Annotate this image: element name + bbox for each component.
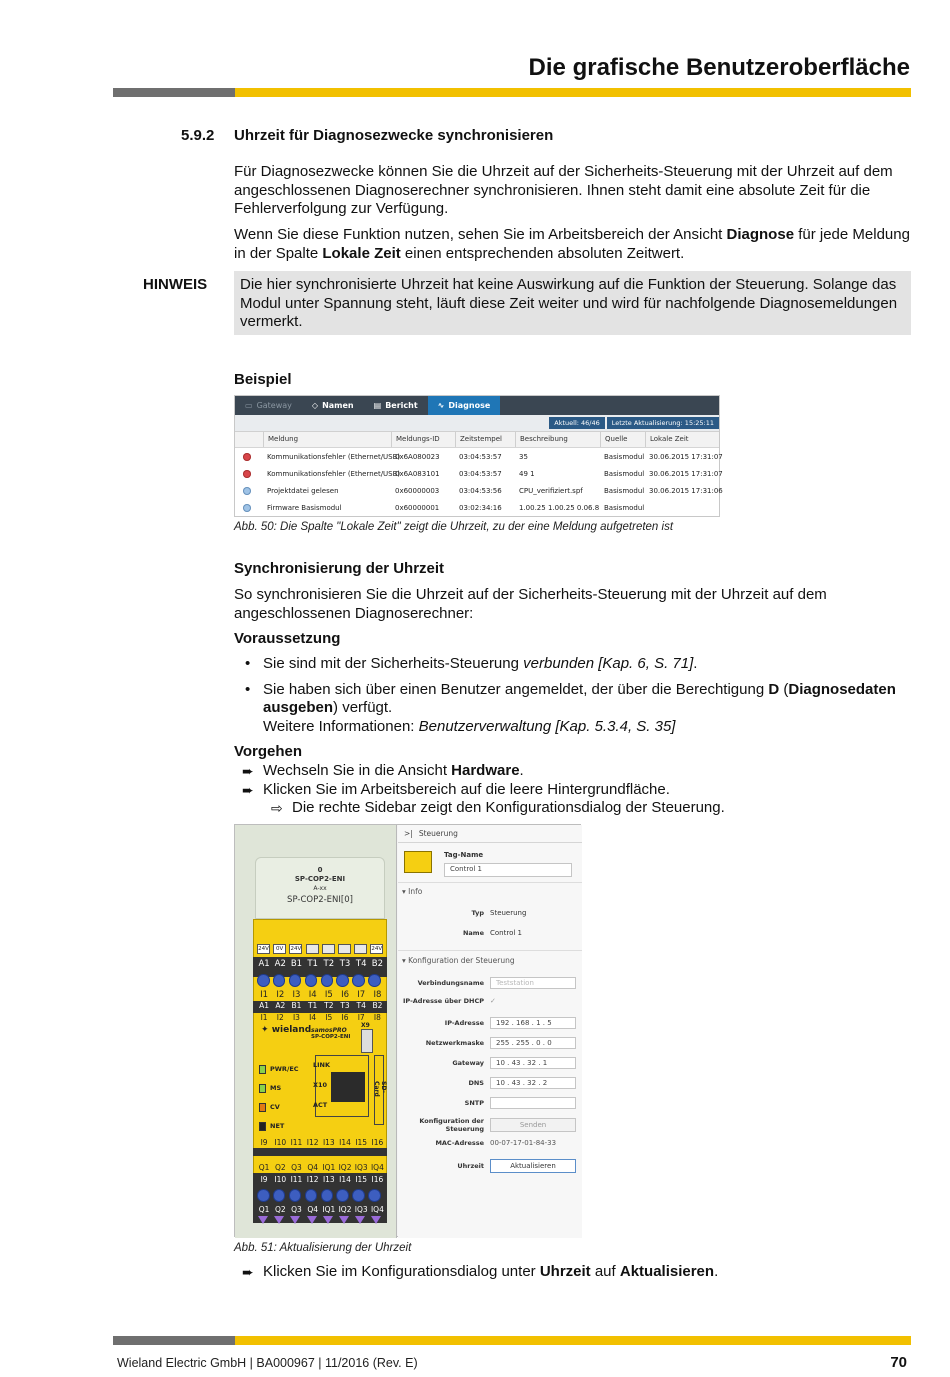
terminal-label: B2	[372, 1001, 383, 1010]
connector-pin-icon	[368, 974, 381, 987]
led-label: CV	[270, 1103, 280, 1111]
brand-model: SP-COP2-ENI	[311, 1034, 351, 1040]
diagnose-table-body	[235, 448, 723, 516]
pin-row-2	[257, 1189, 381, 1202]
terminal-label: I16	[371, 1175, 384, 1184]
status-led-icon	[259, 1084, 266, 1093]
controller-thumbnail-icon	[404, 851, 432, 873]
terminal-label: I1	[260, 1013, 268, 1022]
cell-beschreibung: CPU_verifiziert.spf	[519, 486, 583, 495]
footer-publisher: Wieland Electric GmbH | BA000967 | 11/2016 (Rev. E)	[117, 1356, 418, 1370]
terminal-label: I7	[357, 1013, 365, 1022]
cell-meldung: Kommunikationsfehler (Ethernet/USB)	[267, 452, 401, 461]
wieland-logo-icon: ✦	[261, 1025, 272, 1035]
terminal-label: I3	[292, 1013, 300, 1022]
output-arrow-icon	[290, 1216, 300, 1224]
tab-gateway[interactable]: ▭ Gateway	[245, 401, 292, 410]
tag-icon: ◇	[311, 401, 319, 410]
gateway-icon: ▭	[245, 401, 253, 410]
terminal-label: I14	[339, 1175, 351, 1184]
hardware-screenshot	[234, 824, 581, 1237]
output-arrow-icon	[307, 1216, 317, 1224]
voltage-terminal: 24V	[258, 946, 269, 952]
config-field-row	[400, 1097, 576, 1109]
config-field-row	[400, 1139, 576, 1147]
sidebar-title: Steuerung	[418, 829, 458, 838]
terminal-label: Q1	[258, 1205, 270, 1214]
footer-rule	[113, 1336, 911, 1345]
config-field-row	[400, 1017, 576, 1029]
x9-label: X9	[361, 1022, 370, 1029]
field-input[interactable]: Teststation	[490, 977, 576, 989]
config-field-row	[400, 1057, 576, 1069]
senden-button[interactable]: Senden	[490, 1118, 576, 1132]
terminal-row-2	[256, 990, 386, 1000]
terminal-label: Q2	[274, 1205, 286, 1214]
cell-zeit: 03:02:34:16	[459, 503, 502, 512]
cell-beschreibung: 1.00.25 1.00.25 0.06.8	[519, 503, 600, 512]
field-input[interactable]	[490, 1097, 576, 1109]
terminal-label: Q3	[291, 1163, 302, 1172]
prereq-heading: Voraussetzung	[234, 630, 341, 647]
hint-box	[234, 271, 911, 335]
hint-text: Die hier synchronisierte Uhrzeit hat keine Auswirkung auf die Funktion der Steuerung. Solange das Modul unter Spannung steht, läuft diese Zeit weiter und wird für nachfolgende Diagnosemeldungen vermerkt.	[240, 276, 898, 330]
col-beschreibung[interactable]: Beschreibung	[515, 432, 600, 447]
terminal-label: IQ4	[370, 1205, 384, 1214]
table-row[interactable]	[235, 448, 723, 465]
terminal-label: I11	[290, 1138, 303, 1147]
field-label: Konfiguration der Steuerung	[419, 1117, 484, 1133]
procedure-heading: Vorgehen	[234, 743, 303, 760]
cell-lokal: 30.06.2015 17:31:07	[649, 469, 723, 478]
led-label: PWR/EC	[270, 1065, 299, 1073]
terminal-label: T4	[355, 959, 367, 969]
terminal-label: A1	[258, 959, 270, 969]
module-type: SP-COP2-ENI	[294, 875, 346, 883]
config-section-header[interactable]: ▾ Konfiguration der Steuerung	[402, 956, 515, 965]
col-meldungs-id[interactable]: Meldungs-ID	[391, 432, 455, 447]
port-link-label: LINK	[313, 1061, 331, 1069]
diagnose-table-header	[235, 432, 719, 448]
terminal-label: T2	[324, 1001, 334, 1010]
tab-namen[interactable]: ◇ Namen	[311, 401, 354, 410]
connector-pin-icon	[336, 1189, 349, 1202]
p2-text-a: Wenn Sie diese Funktion nutzen, sehen Sie im Arbeitsbereich der Ansicht	[234, 226, 727, 243]
sidebar-header	[398, 825, 582, 843]
terminal-row-1	[256, 959, 386, 969]
field-input[interactable]: 255 . 255 . 0 . 0	[490, 1037, 576, 1049]
cell-beschreibung: 49 1	[519, 469, 535, 478]
terminal-row-5	[256, 1138, 386, 1147]
terminal-label: I15	[355, 1138, 368, 1147]
report-icon: ▤	[373, 401, 382, 410]
terminal-label: IQ1	[322, 1163, 336, 1172]
step-3: ➨ Klicken Sie im Konfigurationsdialog unter Uhrzeit auf Aktualisieren.	[242, 1263, 719, 1280]
col-meldung[interactable]: Meldung	[263, 432, 391, 447]
terminal-label: T3	[340, 1001, 350, 1010]
collapse-sidebar-icon[interactable]: >|	[404, 829, 413, 838]
tab-bericht[interactable]: ▤ Bericht	[373, 401, 418, 410]
module-number: 0	[317, 866, 323, 874]
terminal-label: I6	[341, 1013, 349, 1022]
terminal-label: Q4	[307, 1163, 318, 1172]
voltage-terminal: 0V	[273, 944, 286, 954]
status-last-update: Letzte Aktualisierung: 15:25:11	[607, 417, 719, 429]
field-label: IP-Adresse	[444, 1019, 484, 1027]
field-input[interactable]: 10 . 43 . 32 . 1	[490, 1057, 576, 1069]
terminal-label: I1	[260, 990, 269, 1000]
field-input[interactable]: 192 . 168 . 1 . 5	[490, 1017, 576, 1029]
diagnose-status-bar	[235, 415, 719, 432]
connector-pin-icon	[289, 1189, 302, 1202]
terminal-label: A2	[274, 959, 286, 969]
field-label: Netzwerkmaske	[425, 1039, 484, 1047]
terminal-label: I10	[274, 1175, 287, 1184]
collapse-arrow-icon: ▾	[402, 956, 406, 965]
step-1: ➨ Wechseln Sie in die Ansicht Hardware.	[242, 762, 524, 779]
connector-pin-icon	[368, 1189, 381, 1202]
controller-module[interactable]	[253, 857, 387, 1223]
terminal-label: B2	[371, 959, 384, 969]
terminal-label: Q3	[291, 1205, 302, 1214]
field-label: Gateway	[452, 1059, 484, 1067]
brand-logo: ✦ wieland	[261, 1025, 312, 1035]
connector-pin-icon	[289, 974, 302, 987]
header-rule	[113, 88, 911, 97]
figure-51-caption: Abb. 51: Aktualisierung der Uhrzeit	[234, 1242, 412, 1254]
cell-lokal: 30.06.2015 17:31:07	[649, 452, 723, 461]
cell-zeit: 03:04:53:57	[459, 469, 502, 478]
col-quelle[interactable]: Quelle	[600, 432, 645, 447]
cell-quelle: Basismodul	[604, 452, 645, 461]
figure-50-caption: Abb. 50: Die Spalte "Lokale Zeit" zeigt die Uhrzeit, zu der eine Meldung aufgetreten ist	[234, 521, 674, 533]
typ-row: Typ Steuerung	[471, 909, 527, 917]
config-field-row	[400, 977, 576, 989]
connector-pin-icon	[352, 1189, 365, 1202]
aktualisieren-button[interactable]: Aktualisieren	[490, 1159, 576, 1173]
info-status-icon	[243, 487, 251, 495]
result-arrow-icon: ⇨	[271, 800, 283, 816]
pulse-icon: ∿	[437, 401, 445, 410]
cell-lokal: 30.06.2015 17:31:06	[649, 486, 723, 495]
tab-diagnose[interactable]: ∿ Diagnose	[428, 396, 501, 415]
terminal-label: I2	[276, 1013, 284, 1022]
terminal-label: I8	[373, 990, 382, 1000]
terminal-label: T2	[323, 959, 335, 969]
terminal-label: I4	[308, 990, 317, 1000]
collapse-arrow-icon: ▾	[402, 887, 406, 896]
config-field-row	[400, 1117, 576, 1133]
arrow-right-icon: ➨	[242, 763, 254, 779]
sync-intro: So synchronisieren Sie die Uhrzeit auf der Sicherheits-Steuerung mit der Uhrzeit auf dem angeschlossenen Diagnoserechner:	[234, 586, 827, 622]
cell-quelle: Basismodul	[604, 503, 645, 512]
port-x10-label: X10	[313, 1081, 328, 1089]
p2-bold-diagnose: Diagnose	[726, 226, 795, 243]
terminal-label: I12	[306, 1175, 319, 1184]
pin-row-1	[257, 974, 381, 987]
cell-meldung: Kommunikationsfehler (Ethernet/USB)	[267, 469, 401, 478]
output-arrow-icon	[355, 1216, 365, 1224]
connector-pin-icon	[257, 1189, 270, 1202]
terminal-label: I9	[260, 1138, 268, 1147]
status-count: Aktuell: 46/46	[549, 417, 604, 429]
config-field-row	[400, 1037, 576, 1049]
terminal-label: IQ2	[338, 1205, 352, 1214]
prereq-list	[234, 655, 910, 743]
terminal-label: I9	[260, 1175, 268, 1184]
terminal-label: I13	[322, 1175, 335, 1184]
cell-zeit: 03:04:53:56	[459, 486, 502, 495]
terminal-label: I10	[274, 1138, 287, 1147]
config-sidebar	[398, 825, 582, 1238]
terminal-row-6	[256, 1163, 386, 1172]
terminal-label: IQ2	[338, 1163, 352, 1172]
error-status-icon	[243, 453, 251, 461]
terminal-label: I5	[324, 990, 333, 1000]
cell-meldung: Firmware Basismodul	[267, 503, 342, 512]
module-header	[255, 857, 385, 919]
arrow-right-icon: ➨	[242, 781, 254, 798]
output-arrow-icon	[371, 1216, 381, 1224]
terminal-label: Q2	[274, 1163, 286, 1172]
usb-port	[361, 1029, 373, 1053]
screw-terminal-icon	[322, 944, 335, 954]
intro-paragraph-2	[234, 226, 910, 263]
paragraph-1: Für Diagnosezwecke können Sie die Uhrzeit auf der Sicherheits-Steuerung mit der Uhrzeit auf dem angeschlossenen Diagnoserechner synchronisieren. Ihnen steht damit eine absolute Zeit für die Fehlerverfolgung zur Verfügung.	[234, 163, 893, 217]
brand-samos: samosPRO	[311, 1027, 347, 1034]
intro-paragraph	[234, 163, 910, 219]
link-benutzerverwaltung[interactable]: Benutzerverwaltung [Kap. 5.3.4, S. 35]	[418, 717, 676, 735]
diagnose-screenshot	[234, 395, 723, 517]
terminal-label: I16	[371, 1138, 384, 1147]
prereq-item-1: • Sie sind mit der Sicherheits-Steuerung verbunden [Kap. 6, S. 71].	[234, 655, 910, 674]
terminal-label: I6	[341, 990, 349, 1000]
status-led-icon	[259, 1122, 266, 1131]
connector-pin-icon	[273, 974, 286, 987]
sd-card-label: SD-Card	[372, 1081, 387, 1097]
mac-address-value: 00-07-17-01-84-33	[490, 1139, 557, 1147]
terminal-row-3	[256, 1001, 386, 1010]
col-lokale-zeit[interactable]: Lokale Zeit	[645, 432, 715, 447]
connector-pin-icon	[305, 1189, 318, 1202]
lower-bar	[253, 1148, 387, 1156]
terminal-label: I11	[290, 1175, 303, 1184]
ethernet-port	[331, 1072, 365, 1102]
terminal-label: I13	[322, 1138, 335, 1147]
page-number: 70	[890, 1354, 907, 1371]
arrow-right-icon: ➨	[242, 1264, 254, 1280]
field-label: SNTP	[464, 1099, 484, 1107]
led-label: NET	[270, 1122, 285, 1130]
output-arrow-icon	[258, 1216, 268, 1224]
terminal-label: T1	[307, 1001, 318, 1010]
output-indicators	[258, 1216, 381, 1224]
cell-id: 0x6A080023	[395, 452, 440, 461]
field-label: MAC-Adresse	[435, 1139, 484, 1147]
cell-quelle: Basismodul	[604, 469, 645, 478]
voltage-terminal: 24V	[290, 946, 302, 952]
status-led-icon	[259, 1065, 266, 1074]
status-led-icon	[259, 1103, 266, 1112]
p2-bold-lokale-zeit: Lokale Zeit	[322, 244, 401, 262]
terminal-row-4	[256, 1013, 386, 1022]
connector-pin-icon	[305, 974, 318, 987]
config-field-row	[400, 997, 576, 1005]
terminal-label: Q4	[307, 1205, 318, 1214]
output-arrow-icon	[274, 1216, 284, 1224]
table-row[interactable]	[235, 499, 719, 516]
table-row[interactable]	[235, 482, 723, 499]
field-label: Verbindungsname	[417, 979, 484, 987]
field-label: IP-Adresse über DHCP	[403, 997, 484, 1005]
section-number: 5.9.2	[181, 127, 215, 144]
p2-text-e: einen entsprechenden absoluten Zeitwert.	[400, 244, 685, 262]
terminal-label: A1	[259, 1001, 270, 1010]
error-status-icon	[243, 470, 251, 478]
cell-id: 0x60000003	[395, 486, 440, 495]
terminal-label: IQ3	[354, 1163, 368, 1172]
terminal-label: B1	[290, 959, 303, 969]
info-status-icon	[243, 504, 251, 512]
prereq-item-2: • Sie haben sich über einen Benutzer angemeldet, der über die Berechtigung D (Diagnosedaten ausgeben) verfügt. Weitere Informationen: Benutzerverwaltung [Kap. 5.3.4, S. 35]	[234, 681, 910, 737]
step-2: ➨ Klicken Sie im Arbeitsbereich auf die leere Hintergrundfläche.	[242, 780, 670, 798]
final-step	[234, 1263, 910, 1282]
screw-terminal-icon	[354, 944, 367, 954]
module-sub: A-xx	[313, 885, 327, 892]
terminal-label: I8	[373, 1013, 381, 1022]
cell-id: 0x60000001	[395, 503, 440, 512]
table-row[interactable]	[235, 465, 723, 482]
terminal-label: IQ3	[354, 1205, 368, 1214]
connector-pin-icon	[352, 974, 365, 987]
terminal-label: T3	[339, 959, 351, 969]
terminal-label: T4	[356, 1001, 366, 1010]
config-field-row	[400, 1159, 576, 1173]
field-input[interactable]: 10 . 43 . 32 . 2	[490, 1077, 576, 1089]
cell-id: 0x6A083101	[395, 469, 440, 478]
name-row: Name Control 1	[462, 929, 522, 937]
terminal-label: I15	[355, 1175, 368, 1184]
terminal-label: I5	[325, 1013, 333, 1022]
tag-name-input[interactable]: Control 1	[444, 863, 572, 877]
terminal-label: I3	[292, 990, 301, 1000]
connector-pin-icon	[336, 974, 349, 987]
connector-pin-icon	[321, 974, 334, 987]
link-verbunden[interactable]: verbunden [Kap. 6, S. 71]	[523, 655, 694, 672]
terminal-label: I7	[357, 990, 366, 1000]
page-header-title: Die grafische Benutzeroberfläche	[528, 54, 910, 81]
terminal-label: I12	[306, 1138, 319, 1147]
tag-name-label: Tag-Name	[444, 851, 484, 859]
connector-pin-icon	[273, 1189, 286, 1202]
config-field-row	[400, 1077, 576, 1089]
example-heading: Beispiel	[234, 371, 292, 388]
voltage-labels	[257, 944, 387, 954]
terminal-label: IQ1	[322, 1205, 336, 1214]
cell-zeit: 03:04:53:57	[459, 452, 502, 461]
hardware-workspace[interactable]	[235, 825, 397, 1238]
dhcp-checkbox[interactable]: ✓	[490, 997, 496, 1005]
led-label: MS	[270, 1084, 282, 1092]
cell-quelle: Basismodul	[604, 486, 645, 495]
terminal-label: A2	[275, 1001, 286, 1010]
terminal-row-8	[256, 1205, 386, 1214]
terminal-label: I2	[276, 990, 285, 1000]
output-arrow-icon	[339, 1216, 349, 1224]
terminal-label: I4	[309, 1013, 317, 1022]
connector-pin-icon	[257, 974, 270, 987]
terminal-label: T1	[307, 959, 318, 969]
sync-heading: Synchronisierung der Uhrzeit	[234, 560, 445, 577]
connector-pin-icon	[321, 1189, 334, 1202]
screw-terminal-icon	[338, 944, 351, 954]
screw-terminal-icon	[306, 944, 319, 954]
p2-text-c: für jede Meldung in der Spalte	[234, 226, 910, 262]
module-name: SP-COP2-ENI[0]	[287, 895, 353, 905]
hint-label: HINWEIS	[143, 276, 208, 293]
section-title: Uhrzeit für Diagnosezwecke synchronisieren	[234, 127, 554, 144]
terminal-label: IQ4	[370, 1163, 384, 1172]
info-section-header[interactable]: ▾ Info	[402, 887, 423, 896]
terminal-label: I14	[339, 1138, 351, 1147]
port-act-label: ACT	[313, 1101, 328, 1109]
output-arrow-icon	[323, 1216, 333, 1224]
voltage-terminal: 24V	[371, 946, 383, 952]
terminal-label: B1	[291, 1001, 302, 1010]
terminal-label: Q1	[258, 1163, 270, 1172]
col-zeitstempel[interactable]: Zeitstempel	[455, 432, 515, 447]
diagnose-tabbar	[235, 396, 719, 415]
procedure-steps	[234, 762, 910, 818]
cell-beschreibung: 35	[519, 452, 528, 461]
cell-meldung: Projektdatei gelesen	[267, 486, 339, 495]
step-result: ⇨ Die rechte Sidebar zeigt den Konfigurationsdialog der Steuerung.	[271, 799, 725, 816]
terminal-row-7	[256, 1175, 386, 1184]
field-label: DNS	[468, 1079, 484, 1087]
field-label: Uhrzeit	[457, 1162, 484, 1170]
